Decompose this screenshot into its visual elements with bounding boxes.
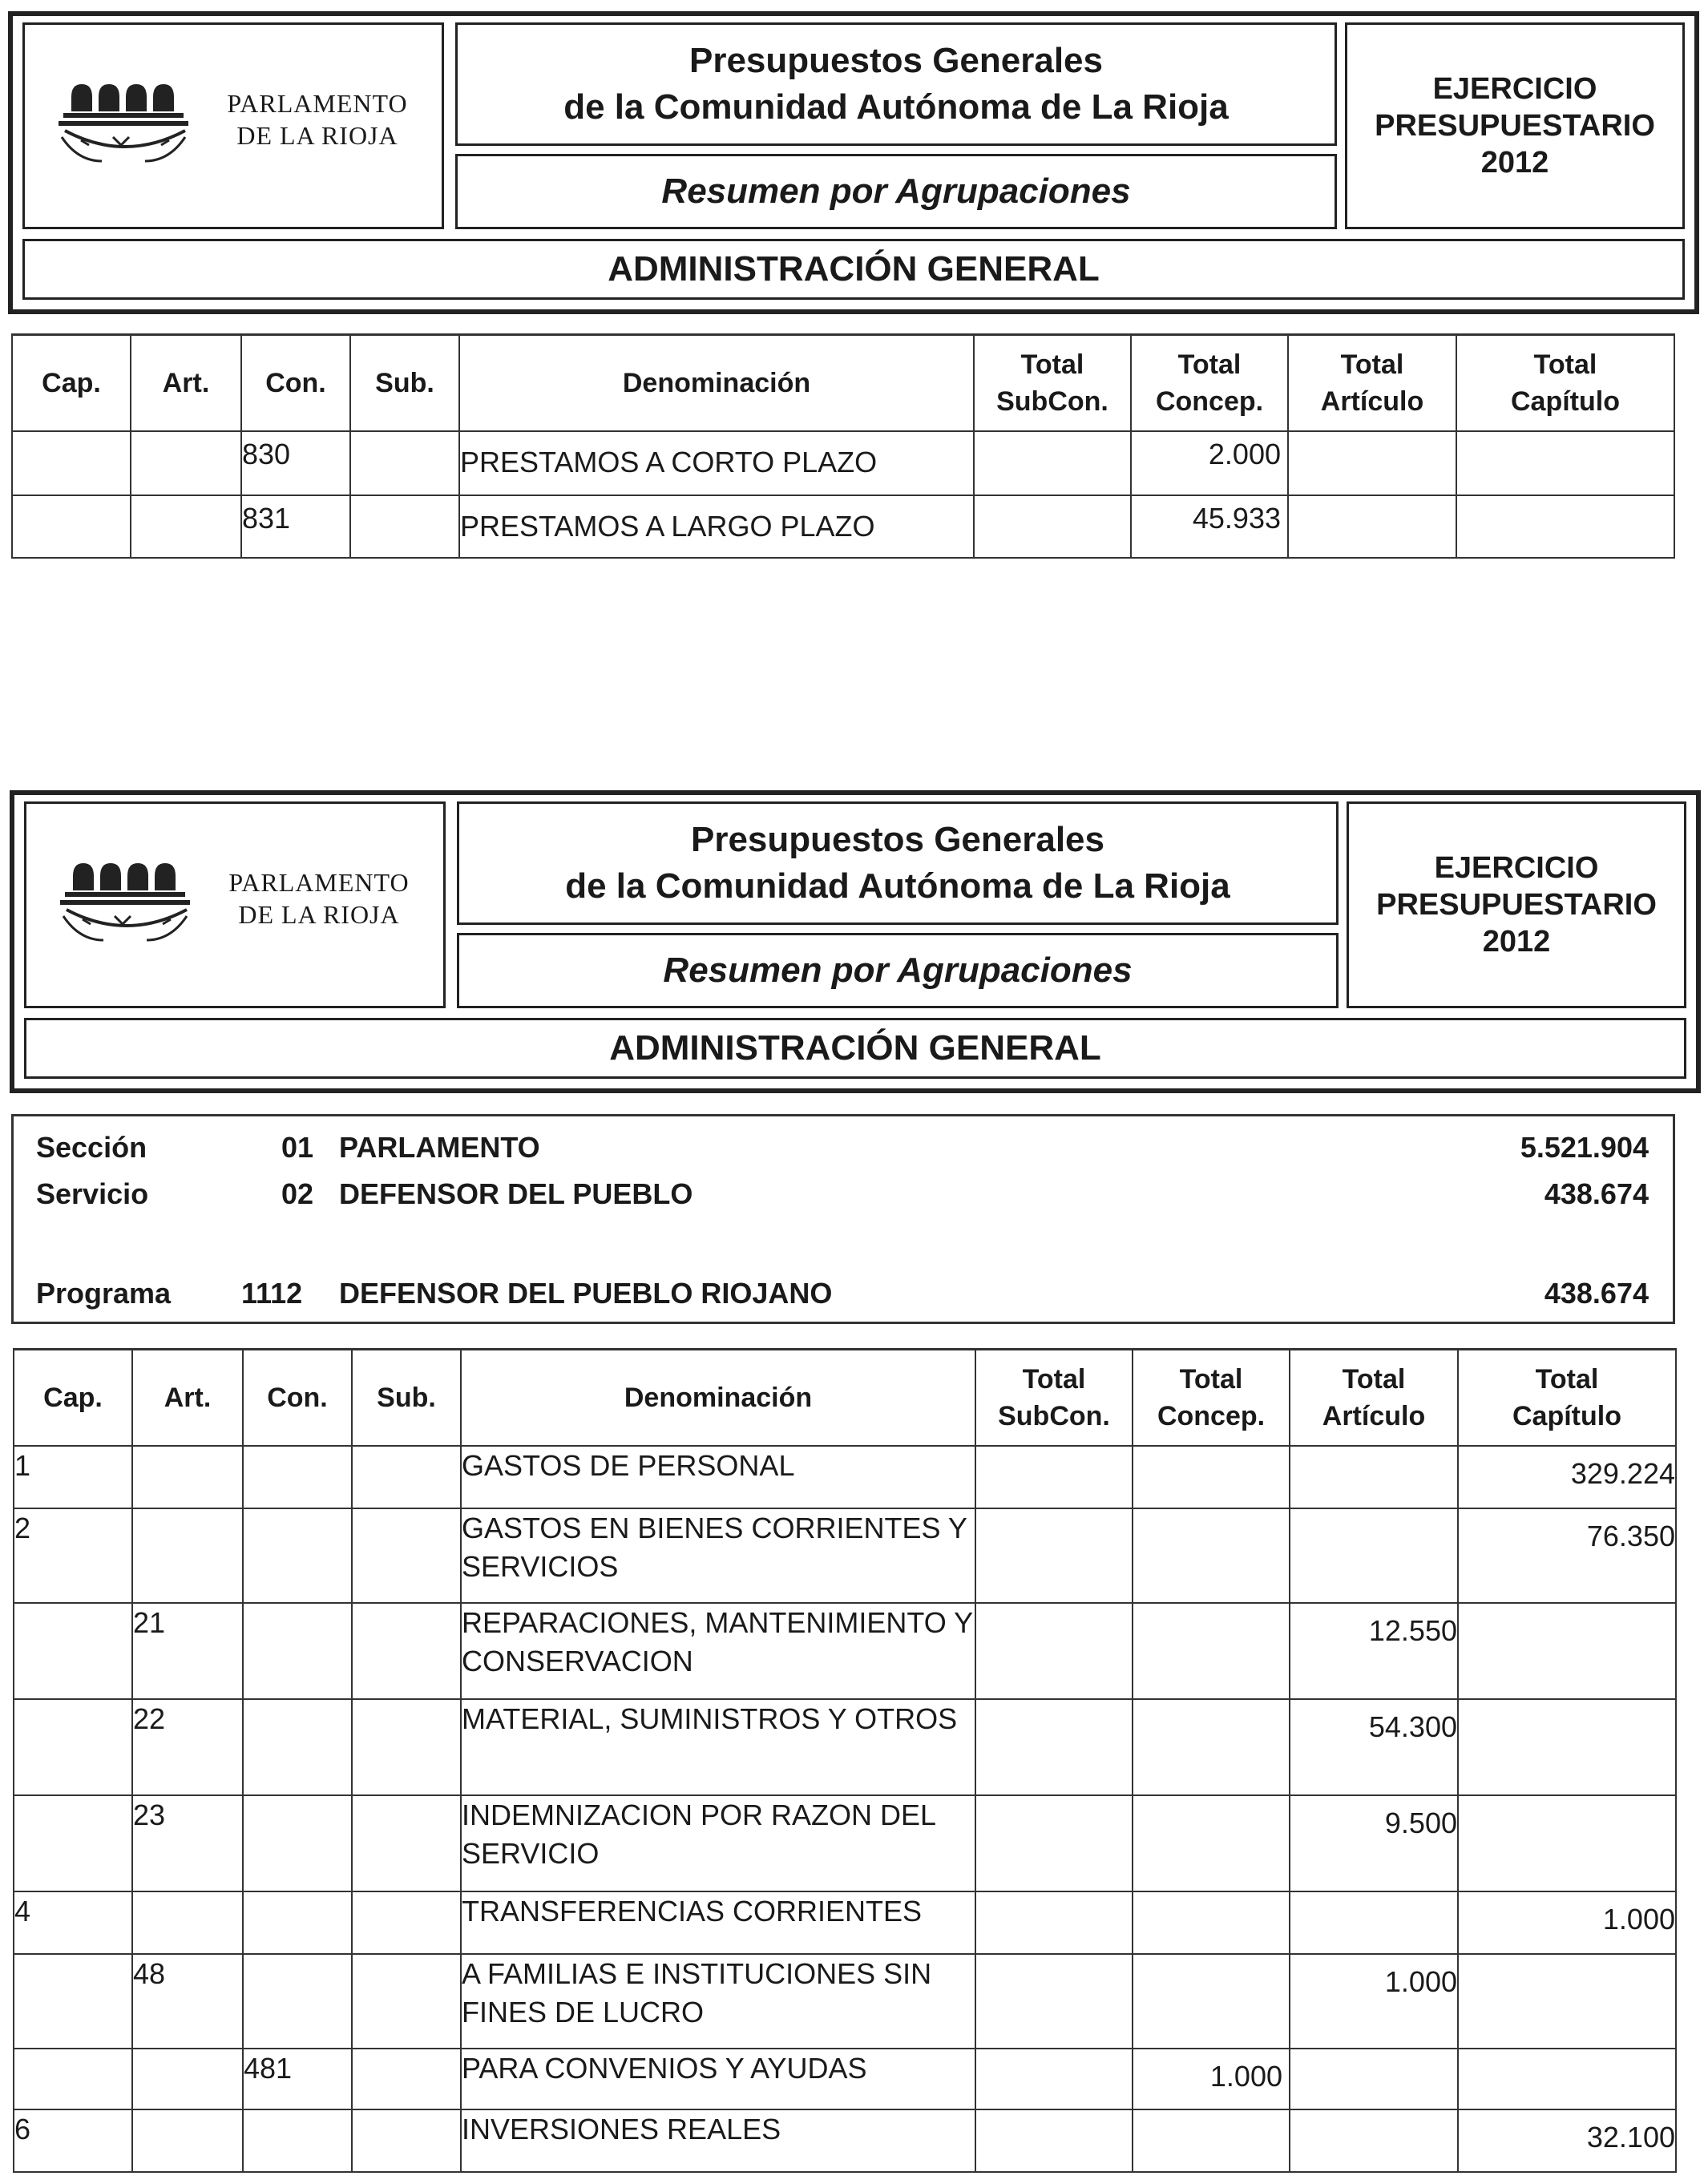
cell-sub <box>352 1446 461 1508</box>
cell-art: 48 <box>132 1954 243 2049</box>
cell-subcon <box>975 2109 1133 2172</box>
cell-con <box>243 1446 352 1508</box>
cell-cap <box>14 1795 132 1891</box>
cell-concep <box>1133 1446 1290 1508</box>
cell-cap <box>14 1699 132 1795</box>
logo-line2: DE LA RIOJA <box>236 121 398 150</box>
servicio-total: 438.674 <box>1544 1177 1649 1210</box>
cell-con <box>243 1603 352 1699</box>
cell-capitulo: 32.100 <box>1458 2109 1676 2172</box>
title-line1: Presupuestos Generales <box>688 41 1103 80</box>
cell-concep <box>1133 1603 1290 1699</box>
title-line2: de la Comunidad Autónoma de La Rioja <box>565 866 1230 906</box>
cell-articulo <box>1288 431 1456 495</box>
cell-art <box>131 431 241 495</box>
cell-con: 831 <box>241 495 350 558</box>
cell-capitulo <box>1458 1603 1676 1699</box>
cell-cap: 6 <box>14 2109 132 2172</box>
cell-art <box>131 495 241 558</box>
cell-art <box>132 1446 243 1508</box>
table-row <box>14 1954 1676 2049</box>
col-art: Art. <box>131 335 241 431</box>
cell-subcon <box>975 1795 1133 1891</box>
servicio-name: DEFENSOR DEL PUEBLO <box>339 1177 693 1210</box>
seccion-name: PARLAMENTO <box>339 1131 540 1164</box>
cell-capitulo <box>1456 431 1674 495</box>
col-art: Art. <box>132 1350 243 1446</box>
cell-articulo <box>1290 1891 1458 1954</box>
cell-cap: 4 <box>14 1891 132 1954</box>
cell-articulo: 9.500 <box>1290 1795 1458 1891</box>
cell-subcon <box>975 1603 1133 1699</box>
cell-con: 830 <box>241 431 350 495</box>
ejercicio-box-1 <box>1345 22 1685 229</box>
cell-den: REPARACIONES, MANTENIMIENTO Y CONSERVACION <box>461 1603 975 1699</box>
cell-subcon <box>975 1446 1133 1508</box>
table-row <box>14 1446 1676 1508</box>
title-line1: Presupuestos Generales <box>690 820 1104 859</box>
cell-subcon <box>975 1954 1133 2049</box>
cell-den: PRESTAMOS A CORTO PLAZO <box>459 431 974 495</box>
cell-sub <box>350 431 459 495</box>
cell-concep <box>1133 1891 1290 1954</box>
cell-con <box>243 1699 352 1795</box>
cell-art <box>132 1891 243 1954</box>
cell-subcon <box>974 495 1131 558</box>
cell-subcon <box>975 1891 1133 1954</box>
logo-box-2 <box>24 801 446 1008</box>
cell-sub <box>352 1508 461 1603</box>
cell-articulo <box>1290 1446 1458 1508</box>
cell-articulo: 54.300 <box>1290 1699 1458 1795</box>
logo-line2: DE LA RIOJA <box>238 900 400 929</box>
seccion-code: 01 <box>281 1131 314 1164</box>
col-concep: Total Concep. <box>1133 1350 1290 1446</box>
cell-concep: 1.000 <box>1133 2049 1290 2109</box>
cell-con <box>243 1508 352 1603</box>
col-subcon: Total SubCon. <box>975 1350 1133 1446</box>
col-den: Denominación <box>459 335 974 431</box>
logo-text-1 <box>201 87 434 151</box>
logo-line1: PARLAMENTO <box>228 868 410 897</box>
logo-line1: PARLAMENTO <box>227 89 408 118</box>
ejercicio-year: 2012 <box>1480 146 1549 180</box>
programa-total: 438.674 <box>1544 1277 1649 1310</box>
cell-sub <box>352 1699 461 1795</box>
seccion-total: 5.521.904 <box>1520 1131 1649 1164</box>
cell-den: PARA CONVENIOS Y AYUDAS <box>461 2049 975 2109</box>
servicio-code: 02 <box>281 1177 314 1210</box>
cell-concep <box>1133 1508 1290 1603</box>
col-articulo: Total Artículo <box>1288 335 1456 431</box>
cell-capitulo <box>1458 1954 1676 2049</box>
table-row <box>14 2049 1676 2109</box>
programa-code: 1112 <box>241 1277 303 1310</box>
cell-articulo <box>1288 495 1456 558</box>
cell-cap: 1 <box>14 1446 132 1508</box>
table-row <box>14 1795 1676 1891</box>
budget-table-2 <box>13 1348 1677 2173</box>
title-box-1 <box>455 22 1337 146</box>
cell-capitulo: 1.000 <box>1458 1891 1676 1954</box>
col-capitulo: Total Capítulo <box>1458 1350 1676 1446</box>
cell-capitulo <box>1458 2049 1676 2109</box>
cell-articulo: 12.550 <box>1290 1603 1458 1699</box>
ejercicio-line2: PRESUPUESTARIO <box>1375 109 1655 143</box>
cell-art: 23 <box>132 1795 243 1891</box>
title-line2: de la Comunidad Autónoma de La Rioja <box>563 87 1229 127</box>
subtitle-box-1 <box>455 154 1337 229</box>
ejercicio-line1: EJERCICIO <box>1432 72 1597 106</box>
cell-den: A FAMILIAS E INSTITUCIONES SIN FINES DE LUCRO <box>461 1954 975 2049</box>
cell-subcon <box>975 1508 1133 1603</box>
logo-text-2 <box>203 866 435 931</box>
cell-concep <box>1133 1795 1290 1891</box>
cell-cap <box>14 2049 132 2109</box>
parliament-logo-icon <box>59 842 195 947</box>
cell-den: MATERIAL, SUMINISTROS Y OTROS <box>461 1699 975 1795</box>
cell-den: GASTOS DE PERSONAL <box>461 1446 975 1508</box>
cell-capitulo <box>1456 495 1674 558</box>
cell-den: TRANSFERENCIAS CORRIENTES <box>461 1891 975 1954</box>
table-row <box>14 1603 1676 1699</box>
col-con: Con. <box>241 335 350 431</box>
cell-cap <box>14 1954 132 2049</box>
subtitle: Resumen por Agrupaciones <box>663 951 1133 990</box>
title-box-2 <box>457 801 1339 925</box>
col-cap: Cap. <box>12 335 131 431</box>
col-sub: Sub. <box>350 335 459 431</box>
cell-den: INVERSIONES REALES <box>461 2109 975 2172</box>
cell-sub <box>352 1891 461 1954</box>
ejercicio-line1: EJERCICIO <box>1434 851 1599 885</box>
programa-name: DEFENSOR DEL PUEBLO RIOJANO <box>339 1277 833 1310</box>
cell-cap <box>12 495 131 558</box>
cell-cap <box>12 431 131 495</box>
logo-box-1 <box>22 22 444 229</box>
cell-art: 21 <box>132 1603 243 1699</box>
cell-con <box>243 1795 352 1891</box>
cell-con <box>243 1954 352 2049</box>
col-cap: Cap. <box>14 1350 132 1446</box>
section-info <box>11 1114 1675 1324</box>
cell-cap: 2 <box>14 1508 132 1603</box>
cell-art <box>132 2049 243 2109</box>
cell-den: PRESTAMOS A LARGO PLAZO <box>459 495 974 558</box>
cell-articulo <box>1290 2109 1458 2172</box>
subtitle: Resumen por Agrupaciones <box>661 172 1131 211</box>
cell-concep <box>1133 1699 1290 1795</box>
parliament-logo-icon <box>57 63 193 168</box>
cell-art <box>132 1508 243 1603</box>
cell-subcon <box>974 431 1131 495</box>
cell-sub <box>352 1795 461 1891</box>
cell-den: GASTOS EN BIENES CORRIENTES Y SERVICIOS <box>461 1508 975 1603</box>
cell-art: 22 <box>132 1699 243 1795</box>
col-subcon: Total SubCon. <box>974 335 1131 431</box>
table-row <box>14 1508 1676 1603</box>
col-den: Denominación <box>461 1350 975 1446</box>
ejercicio-box-2 <box>1347 801 1686 1008</box>
table-row <box>14 1891 1676 1954</box>
cell-capitulo <box>1458 1795 1676 1891</box>
cell-subcon <box>975 2049 1133 2109</box>
col-con: Con. <box>243 1350 352 1446</box>
table-row <box>14 1699 1676 1795</box>
budget-table-1 <box>11 333 1675 559</box>
ejercicio-year: 2012 <box>1482 925 1551 959</box>
subtitle-box-2 <box>457 933 1339 1008</box>
admin-title: ADMINISTRACIÓN GENERAL <box>609 1028 1101 1068</box>
col-concep: Total Concep. <box>1131 335 1288 431</box>
cell-sub <box>352 2109 461 2172</box>
cell-con <box>243 1891 352 1954</box>
table-row <box>14 2109 1676 2172</box>
admin-box-1 <box>22 239 1685 300</box>
table-row <box>12 495 1674 558</box>
cell-concep <box>1133 1954 1290 2049</box>
programa-label: Programa <box>36 1277 172 1310</box>
cell-concep: 2.000 <box>1131 431 1288 495</box>
cell-capitulo: 329.224 <box>1458 1446 1676 1508</box>
table2-body <box>14 1446 1676 2172</box>
cell-concep: 45.933 <box>1131 495 1288 558</box>
cell-art <box>132 2109 243 2172</box>
cell-con: 481 <box>243 2049 352 2109</box>
cell-sub <box>352 1954 461 2049</box>
cell-sub <box>352 2049 461 2109</box>
cell-den: INDEMNIZACION POR RAZON DEL SERVICIO <box>461 1795 975 1891</box>
cell-articulo: 1.000 <box>1290 1954 1458 2049</box>
seccion-label: Sección <box>36 1131 147 1164</box>
cell-cap <box>14 1603 132 1699</box>
admin-box-2 <box>24 1018 1686 1079</box>
cell-sub <box>352 1603 461 1699</box>
col-articulo: Total Artículo <box>1290 1350 1458 1446</box>
cell-articulo <box>1290 1508 1458 1603</box>
col-capitulo: Total Capítulo <box>1456 335 1674 431</box>
cell-articulo <box>1290 2049 1458 2109</box>
ejercicio-line2: PRESUPUESTARIO <box>1376 888 1657 922</box>
col-sub: Sub. <box>352 1350 461 1446</box>
cell-concep <box>1133 2109 1290 2172</box>
cell-subcon <box>975 1699 1133 1795</box>
cell-capitulo: 76.350 <box>1458 1508 1676 1603</box>
cell-sub <box>350 495 459 558</box>
cell-con <box>243 2109 352 2172</box>
servicio-label: Servicio <box>36 1177 149 1210</box>
table-row <box>12 431 1674 495</box>
cell-capitulo <box>1458 1699 1676 1795</box>
admin-title: ADMINISTRACIÓN GENERAL <box>608 249 1100 289</box>
